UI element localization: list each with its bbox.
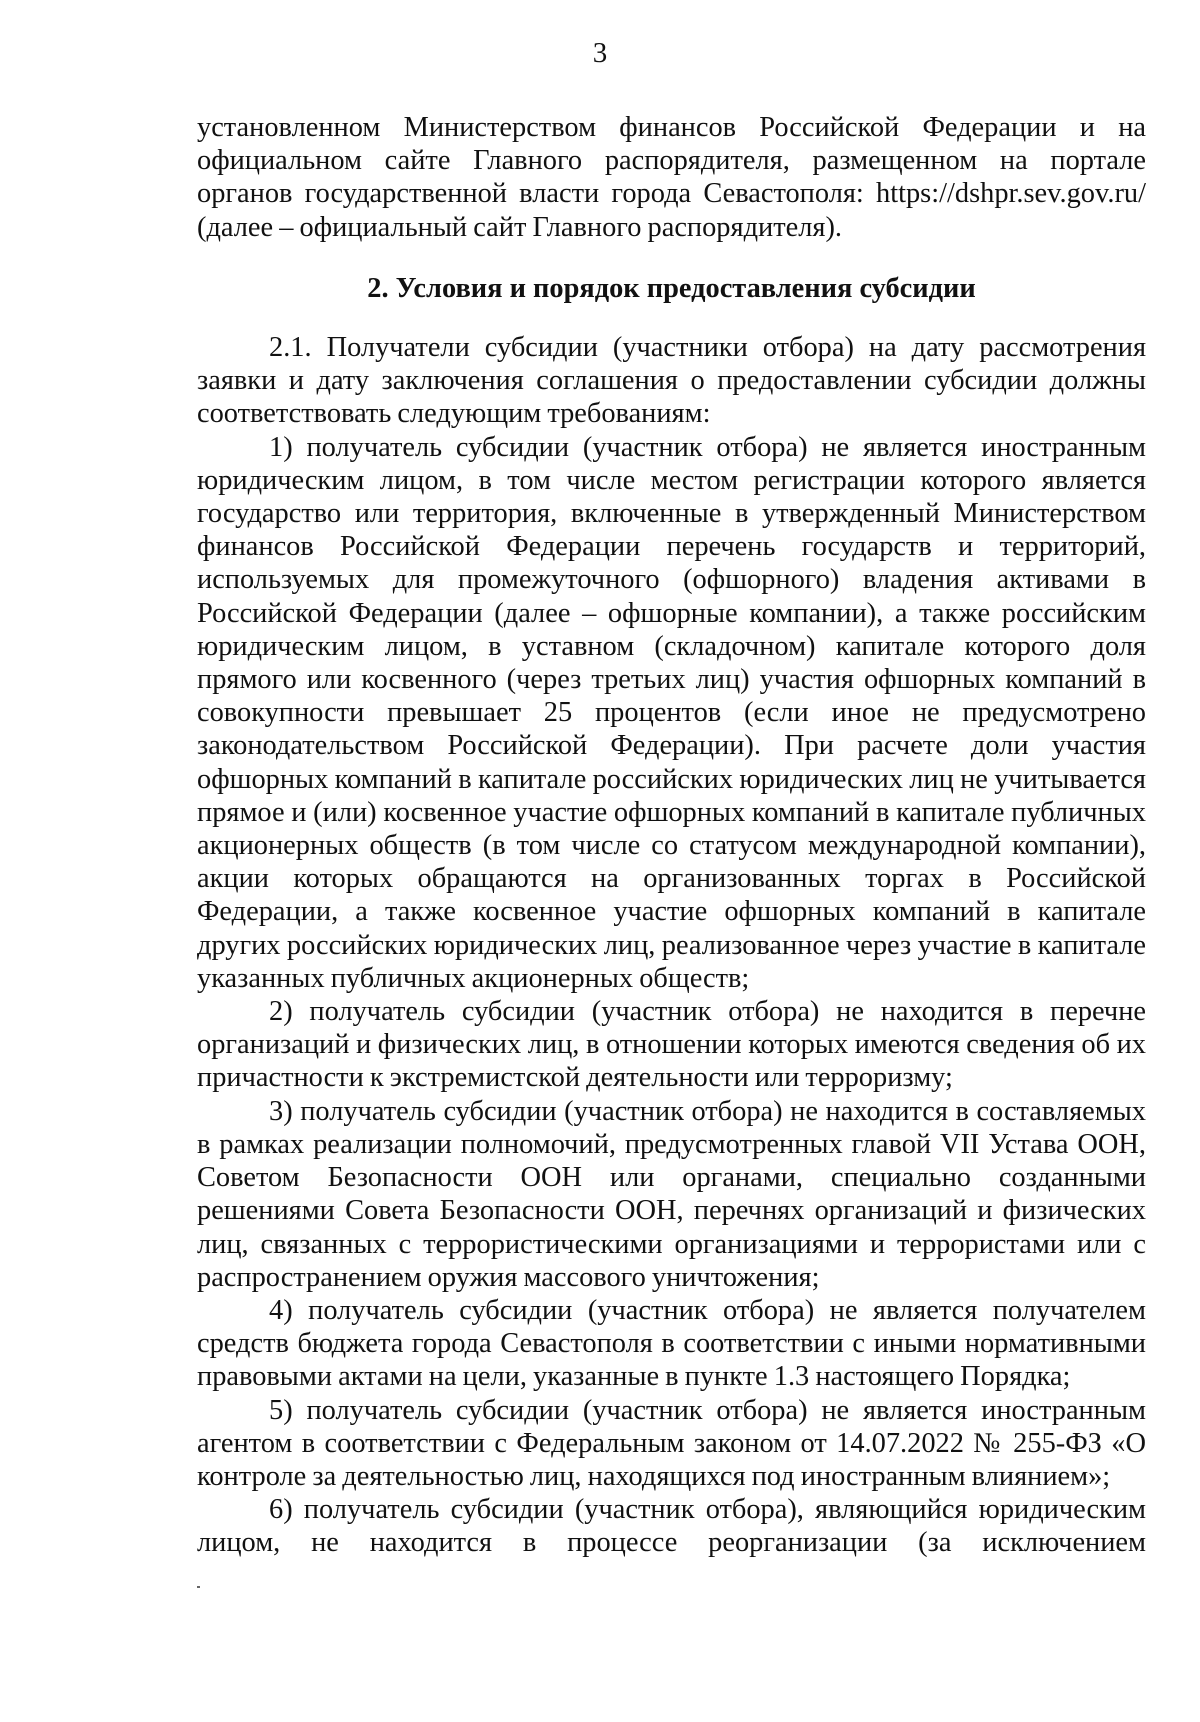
requirement-item-3: 3) получатель субсидии (участник отбора) не находится в составляемых в рамках реализации полномочий, предусмотренных главой VII Устава ООН, Советом Безопасности ООН или органами, специально созданными решениями Совета Безопасности ООН, перечнях организаций и физических лиц, связанных с террористическими организациями и террористами или с распространением оружия массового уничтожения; xyxy=(197,1095,1146,1293)
requirement-item-4: 4) получатель субсидии (участник отбора) не является получателем средств бюджета города Севастополя в соответствии с иными нормативными правовыми актами на цели, указанные в пункте 1.3 настоящего Порядка; xyxy=(197,1294,1146,1393)
requirement-item-1: 1) получатель субсидии (участник отбора) не является иностранным юридическим лицом, в том числе местом регистрации которого является государство или территория, включенные в утвержденный Министерством финансов Российской Федерации перечень государств и территорий, используемых для промежуточного (офшорного) владения активами в Российской Федерации (далее – офшорные компании), а также российским юридическим лицом, в уставном (складочном) капитале которого доля прямого или косвенного (через третьих лиц) участия офшорных компаний в совокупности превышает 25 процентов (если иное не предусмотрено законодательством Российской Федерации). При расчете доли участия офшорных компаний в капитале российских юридических лиц не учитывается прямое и (или) косвенное участие офшорных компаний в капитале публичных акционерных обществ (в том числе со статусом международной компании), акции которых обращаются на организованных торгах в Российской Федерации, а также косвенное участие офшорных компаний в капитале других российских юридических лиц, реализованное через участие в капитале указанных публичных акционерных обществ; xyxy=(197,431,1146,994)
requirement-item-6: 6) получатель субсидии (участник отбора), являющийся юридическим лицом, не находится в процессе реорганизации (за исключением xyxy=(197,1494,1146,1559)
intro-paragraph: установленном Министерством финансов Российской Федерации и на официальном сайте Главного распорядителя, размещенном на портале органов государственной власти города Севастополя: https://dshpr.sev.gov.ru/ (далее – официальный сайт Главного распорядителя). xyxy=(197,112,1146,243)
page-number: 3 xyxy=(592,37,608,69)
requirement-item-2: 2) получатель субсидии (участник отбора) не находится в перечне организаций и физических лиц, в отношении которых имеются сведения об их причастности к экстремистской деятельности или терроризму; xyxy=(197,996,1146,1094)
section-heading: 2. Условия и порядок предоставления субсидии xyxy=(367,272,976,304)
requirement-item-5: 5) получатель субсидии (участник отбора) не является иностранным агентом в соответствии с Федеральным законом от 14.07.2022 № 255-ФЗ «О контроле за деятельностью лиц, находящихся под иностранным влиянием»; xyxy=(197,1394,1146,1492)
document-body xyxy=(197,111,1146,1560)
scan-speck xyxy=(197,1586,200,1588)
paragraph-2-1: 2.1. Получатели субсидии (участники отбора) на дату рассмотрения заявки и дату заключения соглашения о предоставлении субсидии должны соответствовать следующим требованиям: xyxy=(197,332,1146,430)
